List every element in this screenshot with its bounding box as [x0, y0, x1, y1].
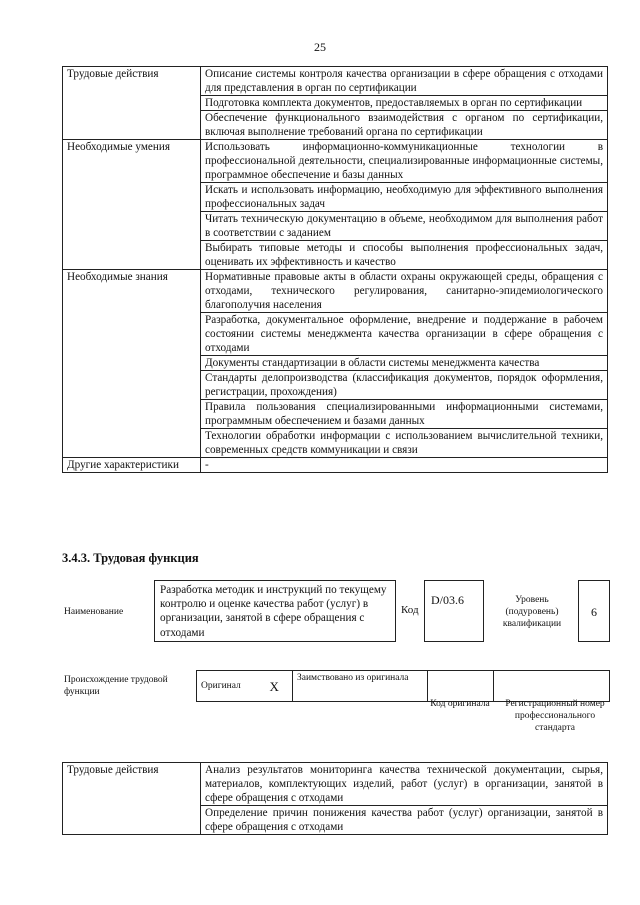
- table-row: [63, 763, 608, 806]
- table-row: [197, 671, 610, 702]
- name-label: Наименование: [64, 607, 124, 617]
- work-action-item: Описание системы контроля качества организации в сфере обращения с отходами для представления в орган по сертификации: [201, 67, 608, 96]
- section-title: 3.4.3. Трудовая функция: [62, 551, 199, 565]
- level-label: Уровень (подуровень) квалификации: [502, 595, 562, 629]
- code-label: Код: [401, 604, 419, 616]
- knowledge-item: Технологии обработки информации с использованием вычислительной техники, современных средств коммуникации и связи: [201, 429, 608, 458]
- other-header: Другие характеристики: [63, 458, 201, 473]
- level-value: 6: [578, 580, 610, 642]
- table-row: [63, 270, 608, 313]
- table-row: [63, 67, 608, 96]
- skill-item: Использовать информационно-коммуникационные технологии в профессиональной деятельности, специализированные информационные системы, программное обеспечение и базы данных: [201, 140, 608, 183]
- origin-code-caption: Код оригинала: [430, 699, 490, 709]
- knowledge-item: Правила пользования специализированными информационными системами, программным обеспечением и базами данных: [201, 400, 608, 429]
- knowledge-header: Необходимые знания: [63, 270, 201, 458]
- knowledge-item: Стандарты делопроизводства (классификация документов, порядок оформления, регистрации, прохождения): [201, 371, 608, 400]
- page-number: 25: [314, 40, 326, 54]
- competency-table: [62, 66, 608, 473]
- work-actions-header: Трудовые действия: [63, 763, 201, 835]
- origin-code-cell: [428, 671, 494, 702]
- work-action-item: Определение причин понижения качества работ (услуг) организации, занятой в сфере обращения с отходами: [201, 806, 608, 835]
- code-value: D/03.6: [424, 580, 484, 642]
- skills-header: Необходимые умения: [63, 140, 201, 270]
- knowledge-item: Документы стандартизации в области системы менеджмента качества: [201, 356, 608, 371]
- work-action-item: Анализ результатов мониторинга качества технической документации, сырья, материалов, комплектующих изделий, работ (услуг) в организации, занятой в сфере обращения с отходами: [201, 763, 608, 806]
- origin-borrowed: Заимствовано из оригинала: [293, 671, 428, 702]
- work-action-item: Обеспечение функционального взаимодействия с органом по сертификации, включая выполнение требований органа по сертификации: [201, 111, 608, 140]
- origin-original: Оригинал: [197, 671, 257, 702]
- function-name-box: Разработка методик и инструкций по текущему контролю и оценке качества работ (услуг) в организации, занятой в сфере обращения с отходами: [154, 580, 396, 642]
- work-actions-header: Трудовые действия: [63, 67, 201, 140]
- work-actions-table: [62, 762, 608, 835]
- origin-label: Происхождение трудовой функции: [64, 675, 168, 697]
- origin-mark: X: [257, 671, 293, 702]
- table-row: [63, 458, 608, 473]
- table-row: [63, 140, 608, 183]
- origin-reg-caption: Регистрационный номер профессионального стандарта: [505, 699, 605, 733]
- other-value: -: [201, 458, 608, 473]
- origin-reg-cell: [494, 671, 610, 702]
- skill-item: Читать техническую документацию в объеме, необходимом для выполнения работ в соответствии с заданием: [201, 212, 608, 241]
- work-action-item: Подготовка комплекта документов, предоставляемых в орган по сертификации: [201, 96, 608, 111]
- skill-item: Искать и использовать информацию, необходимую для эффективного выполнения профессиональных задач: [201, 183, 608, 212]
- knowledge-item: Разработка, документальное оформление, внедрение и поддержание в рабочем состоянии системы менеджмента качества организации в сфере обращения с отходами: [201, 313, 608, 356]
- knowledge-item: Нормативные правовые акты в области охраны окружающей среды, обращения с отходами, технического регулирования, санитарно-эпидемиологического благополучия населения: [201, 270, 608, 313]
- skill-item: Выбирать типовые методы и способы выполнения профессиональных задач, оценивать их эффективность и качество: [201, 241, 608, 270]
